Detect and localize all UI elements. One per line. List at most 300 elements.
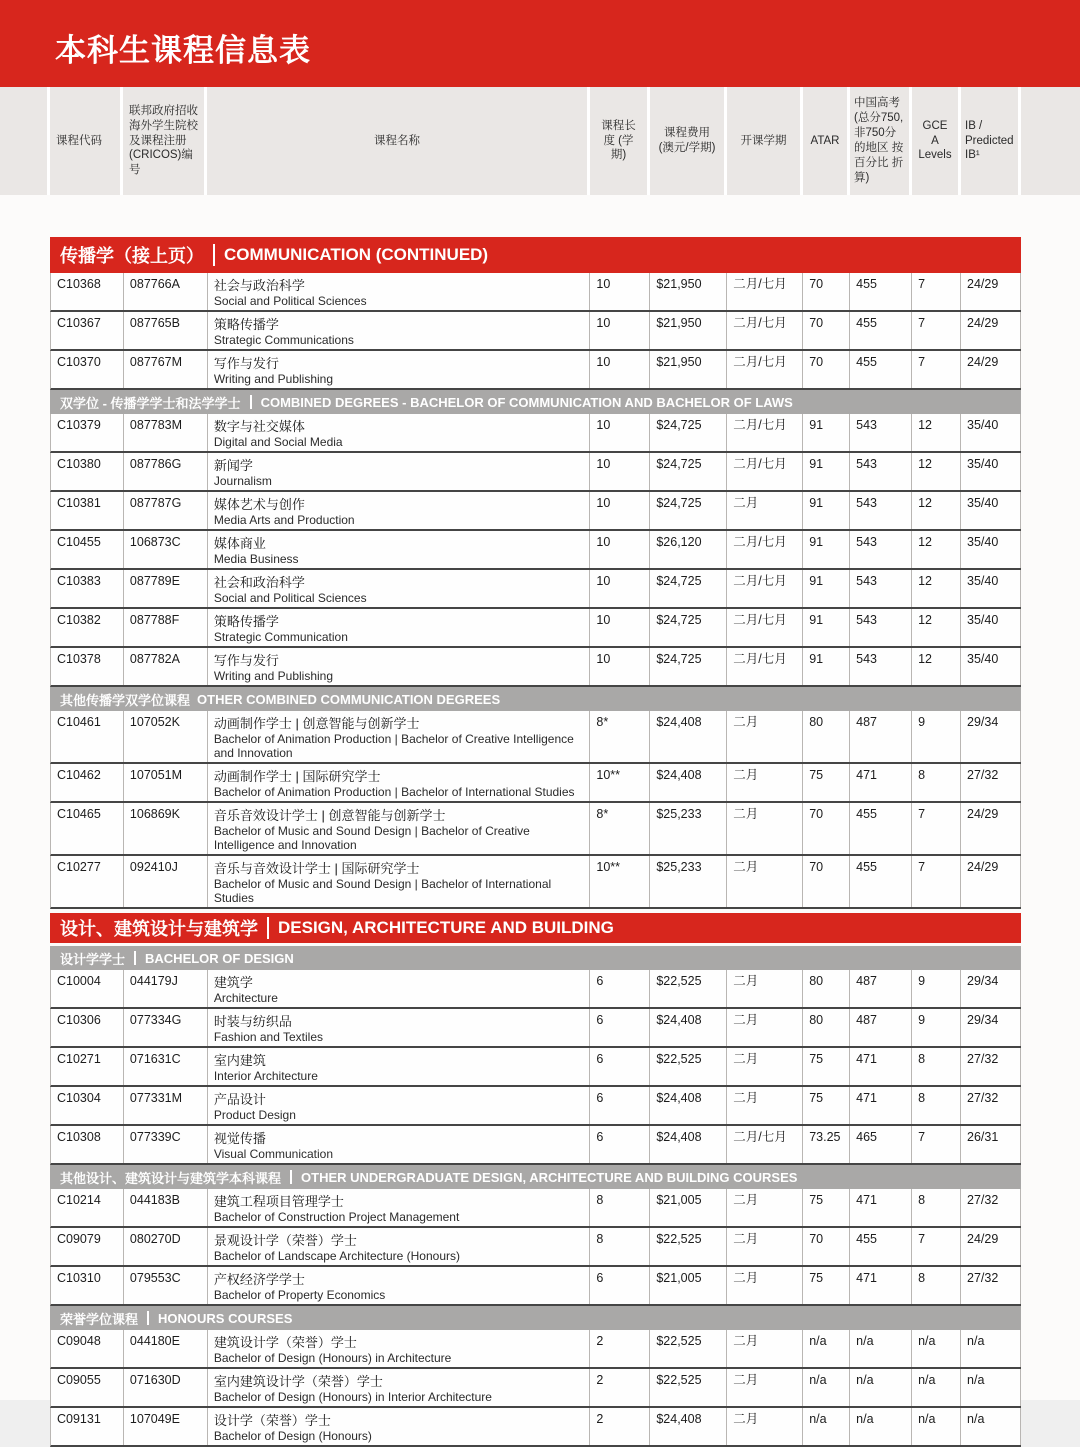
cell-name — [208, 351, 591, 388]
table-row — [50, 1126, 1021, 1165]
header-cell-gce-a-levels: GCE A Levels — [912, 87, 961, 195]
cell-cricos: 071630D — [124, 1369, 208, 1406]
cell-intake: 二月 — [727, 970, 803, 1007]
cell-length: 10 — [590, 570, 650, 607]
cell-atar: 70 — [803, 803, 850, 854]
cell-intake: 二月 — [727, 711, 803, 762]
cell-ib: 24/29 — [961, 312, 1021, 349]
course-name-en: Visual Communication — [213, 1147, 334, 1161]
cell-cricos: 077339C — [124, 1126, 208, 1163]
course-name-en: Bachelor of Property Economics — [213, 1288, 386, 1302]
cell-length: 10 — [590, 414, 650, 451]
course-name-en: Social and Political Sciences — [213, 591, 367, 605]
cell-intake: 二月 — [727, 1189, 803, 1226]
course-name-en: Interior Architecture — [213, 1069, 318, 1083]
cell-intake: 二月/七月 — [727, 1126, 803, 1163]
cell-name — [208, 453, 591, 490]
cell-gce: 8 — [912, 764, 961, 801]
cell-ib: 29/34 — [961, 711, 1021, 762]
cell-gaokao: 471 — [850, 764, 912, 801]
section-title-en: DESIGN, ARCHITECTURE AND BUILDING — [278, 918, 614, 937]
course-name-zh: 动画制作学士 | 国际研究学士 — [213, 769, 381, 784]
course-name-en: Bachelor of Design (Honours) — [213, 1429, 372, 1443]
cell-intake: 二月 — [727, 856, 803, 907]
cell-atar: n/a — [803, 1408, 850, 1445]
course-name-en: Bachelor of Design (Honours) in Interior Architecture — [213, 1390, 492, 1404]
cell-gce: 8 — [912, 1189, 961, 1226]
section-title-en: OTHER COMBINED COMMUNICATION DEGREES — [197, 691, 501, 707]
cell-gce: 7 — [912, 856, 961, 907]
cell-fee: $26,120 — [650, 531, 727, 568]
table-row — [50, 1009, 1021, 1048]
cell-length: 10 — [590, 609, 650, 646]
section-divider — [134, 951, 136, 965]
course-name-en: Bachelor of Landscape Architecture (Honours) — [213, 1249, 460, 1263]
cell-length: 10 — [590, 531, 650, 568]
cell-length: 8 — [590, 1189, 650, 1226]
cell-atar: 70 — [803, 856, 850, 907]
cell-code: C10368 — [51, 273, 124, 310]
cell-gce: 12 — [912, 531, 961, 568]
cell-name — [208, 803, 591, 854]
cell-length: 8 — [590, 1228, 650, 1265]
header-cell-course-length: 课程长度 (学期) — [590, 87, 650, 195]
section-header — [50, 237, 1021, 273]
course-name-en: Bachelor of Design (Honours) in Architecture — [213, 1351, 452, 1365]
cell-code: C10367 — [51, 312, 124, 349]
cell-name — [208, 609, 591, 646]
table-row — [50, 453, 1021, 492]
cell-length: 2 — [590, 1330, 650, 1367]
header-cell-atar: ATAR — [803, 87, 850, 195]
cell-code: C10304 — [51, 1087, 124, 1124]
cell-fee: $22,525 — [650, 1228, 727, 1265]
cell-gaokao: 543 — [850, 609, 912, 646]
cell-atar: 70 — [803, 351, 850, 388]
cell-cricos: 092410J — [124, 856, 208, 907]
cell-gaokao: 471 — [850, 1048, 912, 1085]
cell-length: 6 — [590, 1267, 650, 1304]
cell-gce: 12 — [912, 414, 961, 451]
section-title-en: OTHER UNDERGRADUATE DESIGN, ARCHITECTURE AND BUILDING COURSES — [301, 1169, 798, 1185]
cell-fee: $22,525 — [650, 1048, 727, 1085]
section-title-zh: 双学位 - 传播学学士和法学学士 — [60, 395, 241, 411]
cell-name — [208, 1369, 591, 1406]
course-name-zh: 时装与纺织品 — [213, 1014, 292, 1029]
cell-cricos: 087766A — [124, 273, 208, 310]
cell-gce: 12 — [912, 648, 961, 685]
cell-atar: 91 — [803, 492, 850, 529]
cell-atar: 75 — [803, 764, 850, 801]
cell-length: 10 — [590, 312, 650, 349]
cell-name — [208, 273, 591, 310]
section-title-zh: 其他传播学双学位课程 — [60, 692, 191, 708]
cell-name — [208, 492, 591, 529]
cell-intake: 二月/七月 — [727, 531, 803, 568]
cell-ib: 24/29 — [961, 351, 1021, 388]
course-name-zh: 媒体商业 — [213, 536, 266, 551]
cell-fee: $24,725 — [650, 453, 727, 490]
cell-length: 8* — [590, 803, 650, 854]
cell-length: 6 — [590, 970, 650, 1007]
course-name-zh: 景观设计学（荣誉）学士 — [213, 1233, 357, 1248]
section-title-zh: 传播学（接上页） — [60, 246, 204, 266]
cell-intake: 二月 — [727, 1267, 803, 1304]
cell-intake: 二月 — [727, 1228, 803, 1265]
cell-fee: $22,525 — [650, 970, 727, 1007]
course-name-zh: 建筑工程项目管理学士 — [213, 1194, 344, 1209]
cell-code: C09048 — [51, 1330, 124, 1367]
cell-gaokao: 455 — [850, 312, 912, 349]
table-row — [50, 414, 1021, 453]
cell-gce: n/a — [912, 1330, 961, 1367]
section-title-en: COMMUNICATION (CONTINUED) — [224, 245, 489, 264]
cell-length: 10 — [590, 453, 650, 490]
section-header — [50, 1165, 1021, 1189]
cell-cricos: 079553C — [124, 1267, 208, 1304]
course-name-en: Digital and Social Media — [213, 435, 343, 449]
table-row — [50, 1330, 1021, 1369]
cell-atar: 70 — [803, 1228, 850, 1265]
cell-gce: 7 — [912, 1126, 961, 1163]
cell-ib: 35/40 — [961, 531, 1021, 568]
course-name-zh: 媒体艺术与创作 — [213, 497, 305, 512]
cell-gce: 8 — [912, 1267, 961, 1304]
cell-atar: 70 — [803, 312, 850, 349]
cell-gaokao: 471 — [850, 1189, 912, 1226]
cell-fee: $25,233 — [650, 856, 727, 907]
cell-gaokao: 543 — [850, 492, 912, 529]
cell-cricos: 087782A — [124, 648, 208, 685]
course-name-zh: 动画制作学士 | 创意智能与创新学士 — [213, 716, 420, 731]
cell-ib: 35/40 — [961, 570, 1021, 607]
course-name-en: Bachelor of Music and Sound Design | Bachelor of Creative Intelligence and Innovation — [213, 824, 530, 852]
cell-code: C10378 — [51, 648, 124, 685]
course-name-zh: 策略传播学 — [213, 614, 279, 629]
cell-fee: $24,725 — [650, 492, 727, 529]
course-name-zh: 视觉传播 — [213, 1131, 266, 1146]
cell-code: C10277 — [51, 856, 124, 907]
cell-atar: 80 — [803, 1009, 850, 1046]
table-row — [50, 711, 1021, 764]
cell-atar: 80 — [803, 711, 850, 762]
section-title-zh: 荣誉学位课程 — [60, 1311, 139, 1327]
course-name-zh: 音乐与音效设计学士 | 国际研究学士 — [213, 861, 420, 876]
cell-gaokao: 455 — [850, 803, 912, 854]
cell-gaokao: 543 — [850, 570, 912, 607]
course-name-en: Fashion and Textiles — [213, 1030, 324, 1044]
cell-ib: 26/31 — [961, 1126, 1021, 1163]
table-row — [50, 1048, 1021, 1087]
cell-intake: 二月/七月 — [727, 453, 803, 490]
cell-ib: n/a — [961, 1369, 1021, 1406]
course-name-en: Media Business — [213, 552, 299, 566]
cell-atar: 70 — [803, 273, 850, 310]
cell-gaokao: 455 — [850, 273, 912, 310]
cell-code: C10004 — [51, 970, 124, 1007]
course-name-en: Bachelor of Animation Production | Bachelor of Creative Intelligence and Innovation — [213, 732, 574, 760]
section-divider — [250, 395, 252, 409]
cell-name — [208, 1228, 591, 1265]
cell-fee: $21,005 — [650, 1267, 727, 1304]
cell-code: C10383 — [51, 570, 124, 607]
cell-name — [208, 764, 591, 801]
cell-cricos: 087767M — [124, 351, 208, 388]
table-row — [50, 609, 1021, 648]
cell-name — [208, 1087, 591, 1124]
cell-gaokao: n/a — [850, 1369, 912, 1406]
cell-gce: n/a — [912, 1408, 961, 1445]
course-name-zh: 音乐音效设计学士 | 创意智能与创新学士 — [213, 808, 446, 823]
course-name-zh: 室内建筑设计学（荣誉）学士 — [213, 1374, 383, 1389]
course-name-zh: 写作与发行 — [213, 356, 279, 371]
cell-gaokao: 465 — [850, 1126, 912, 1163]
header-cell-intake: 开课学期 — [727, 87, 803, 195]
table-row — [50, 1087, 1021, 1126]
cell-fee: $21,950 — [650, 273, 727, 310]
cell-ib: 24/29 — [961, 856, 1021, 907]
cell-intake: 二月 — [727, 1048, 803, 1085]
course-name-en: Architecture — [213, 991, 278, 1005]
table-row — [50, 492, 1021, 531]
cell-name — [208, 1048, 591, 1085]
page-header — [0, 0, 1080, 87]
cell-cricos: 107051M — [124, 764, 208, 801]
table-row — [50, 1408, 1021, 1447]
cell-name — [208, 648, 591, 685]
header-cell-course-code: 课程代码 — [50, 87, 123, 195]
cell-intake: 二月 — [727, 764, 803, 801]
cell-gce: 7 — [912, 351, 961, 388]
section-header — [50, 1306, 1021, 1330]
cell-code: C09079 — [51, 1228, 124, 1265]
table-row — [50, 764, 1021, 803]
course-name-zh: 建筑设计学（荣誉）学士 — [213, 1335, 357, 1350]
course-name-en: Media Arts and Production — [213, 513, 355, 527]
cell-atar: 91 — [803, 609, 850, 646]
cell-length: 10 — [590, 273, 650, 310]
cell-length: 2 — [590, 1408, 650, 1445]
table-row — [50, 1228, 1021, 1267]
cell-name — [208, 1009, 591, 1046]
cell-ib: 27/32 — [961, 1048, 1021, 1085]
course-name-en: Bachelor of Construction Project Management — [213, 1210, 460, 1224]
cell-atar: 75 — [803, 1087, 850, 1124]
cell-name — [208, 711, 591, 762]
cell-code: C10462 — [51, 764, 124, 801]
cell-gce: 9 — [912, 970, 961, 1007]
cell-code: C10380 — [51, 453, 124, 490]
cell-name — [208, 1189, 591, 1226]
cell-intake: 二月/七月 — [727, 351, 803, 388]
cell-gce: 12 — [912, 492, 961, 529]
cell-fee: $21,950 — [650, 312, 727, 349]
cell-cricos: 087787G — [124, 492, 208, 529]
cell-atar: 91 — [803, 570, 850, 607]
section-divider — [147, 1311, 149, 1325]
cell-atar: 75 — [803, 1189, 850, 1226]
cell-gaokao: 543 — [850, 531, 912, 568]
cell-intake: 二月 — [727, 1009, 803, 1046]
cell-code: C10379 — [51, 414, 124, 451]
cell-intake: 二月/七月 — [727, 609, 803, 646]
table-row — [50, 273, 1021, 312]
cell-ib: 24/29 — [961, 1228, 1021, 1265]
cell-intake: 二月 — [727, 1369, 803, 1406]
cell-gce: n/a — [912, 1369, 961, 1406]
cell-cricos: 077331M — [124, 1087, 208, 1124]
cell-name — [208, 1408, 591, 1445]
table-row — [50, 970, 1021, 1009]
table-body — [50, 237, 1021, 1447]
cell-fee: $24,725 — [650, 648, 727, 685]
header-cell-cropped-right — [1021, 87, 1080, 195]
cell-code: C10370 — [51, 351, 124, 388]
section-header — [50, 946, 1021, 970]
cell-code: C10382 — [51, 609, 124, 646]
cell-intake: 二月 — [727, 803, 803, 854]
cell-name — [208, 1267, 591, 1304]
cell-cricos: 044180E — [124, 1330, 208, 1367]
cell-fee: $21,950 — [650, 351, 727, 388]
course-name-en: Journalism — [213, 474, 272, 488]
cell-code: C10465 — [51, 803, 124, 854]
section-divider — [213, 244, 215, 266]
header-cell-course-name: 课程名称 — [207, 87, 590, 195]
section-title-zh: 设计、建筑设计与建筑学 — [60, 919, 258, 939]
cell-name — [208, 570, 591, 607]
cell-fee: $24,408 — [650, 1009, 727, 1046]
cell-atar: 91 — [803, 414, 850, 451]
cell-gaokao: 487 — [850, 970, 912, 1007]
cell-gce: 8 — [912, 1087, 961, 1124]
cell-gaokao: 487 — [850, 1009, 912, 1046]
cell-ib: 24/29 — [961, 803, 1021, 854]
cell-fee: $22,525 — [650, 1369, 727, 1406]
table-header-row — [0, 87, 1080, 195]
header-cell-ib: IB / Predicted IB¹ — [961, 87, 1021, 195]
cell-name — [208, 414, 591, 451]
cell-cricos: 087765B — [124, 312, 208, 349]
cell-fee: $24,408 — [650, 764, 727, 801]
cell-fee: $24,408 — [650, 1087, 727, 1124]
cell-atar: n/a — [803, 1330, 850, 1367]
cell-gaokao: n/a — [850, 1408, 912, 1445]
page-title: 本科生课程信息表 — [55, 33, 311, 68]
table-row — [50, 803, 1021, 856]
course-name-zh: 新闻学 — [213, 458, 253, 473]
cell-fee: $24,725 — [650, 414, 727, 451]
cell-gce: 7 — [912, 803, 961, 854]
cell-atar: 80 — [803, 970, 850, 1007]
cell-ib: n/a — [961, 1408, 1021, 1445]
cell-atar: 75 — [803, 1048, 850, 1085]
header-cell-gaokao: 中国高考 (总分750, 非750分 的地区 按百分比 折算) — [850, 87, 912, 195]
header-cell-cricos: 联邦政府招收海外学生院校及课程注册 (CRICOS)编号 — [123, 87, 207, 195]
cell-length: 6 — [590, 1048, 650, 1085]
cell-code: C10308 — [51, 1126, 124, 1163]
cell-fee: $25,233 — [650, 803, 727, 854]
cell-ib: 27/32 — [961, 1087, 1021, 1124]
cell-ib: 29/34 — [961, 970, 1021, 1007]
course-name-zh: 室内建筑 — [213, 1053, 266, 1068]
cell-gce: 8 — [912, 1048, 961, 1085]
section-divider — [290, 1170, 292, 1184]
header-cell-course-fee: 课程费用 (澳元/学期) — [650, 87, 727, 195]
section-header — [50, 390, 1021, 414]
cell-ib: 24/29 — [961, 273, 1021, 310]
cell-gaokao: n/a — [850, 1330, 912, 1367]
cell-code: C10306 — [51, 1009, 124, 1046]
cell-cricos: 087788F — [124, 609, 208, 646]
cell-ib: 27/32 — [961, 764, 1021, 801]
cell-code: C10455 — [51, 531, 124, 568]
cell-gce: 12 — [912, 609, 961, 646]
section-title-en: HONOURS COURSES — [158, 1310, 293, 1326]
cell-code: C10381 — [51, 492, 124, 529]
cell-length: 10 — [590, 648, 650, 685]
cell-code: C10271 — [51, 1048, 124, 1085]
table-row — [50, 570, 1021, 609]
cell-gaokao: 455 — [850, 1228, 912, 1265]
cell-ib: 35/40 — [961, 648, 1021, 685]
cell-atar: 73.25 — [803, 1126, 850, 1163]
cell-intake: 二月/七月 — [727, 273, 803, 310]
course-name-en: Writing and Publishing — [213, 669, 334, 683]
cell-atar: 91 — [803, 531, 850, 568]
cell-length: 2 — [590, 1369, 650, 1406]
cell-length: 6 — [590, 1087, 650, 1124]
cell-gce: 7 — [912, 1228, 961, 1265]
cell-atar: 91 — [803, 453, 850, 490]
cell-ib: 35/40 — [961, 609, 1021, 646]
course-name-en: Bachelor of Animation Production | Bachelor of International Studies — [213, 785, 575, 799]
cell-intake: 二月/七月 — [727, 312, 803, 349]
section-divider — [267, 917, 269, 939]
cell-fee: $22,525 — [650, 1330, 727, 1367]
cell-length: 6 — [590, 1126, 650, 1163]
cell-name — [208, 970, 591, 1007]
cell-gaokao: 543 — [850, 453, 912, 490]
cell-fee: $24,408 — [650, 711, 727, 762]
cell-gce: 12 — [912, 453, 961, 490]
cell-code: C10461 — [51, 711, 124, 762]
cell-length: 10 — [590, 351, 650, 388]
course-name-zh: 写作与发行 — [213, 653, 279, 668]
cell-cricos: 080270D — [124, 1228, 208, 1265]
cell-cricos: 044179J — [124, 970, 208, 1007]
table-row — [50, 1189, 1021, 1228]
cell-ib: 27/32 — [961, 1267, 1021, 1304]
cell-cricos: 106869K — [124, 803, 208, 854]
cell-cricos: 044183B — [124, 1189, 208, 1226]
cell-gce: 12 — [912, 570, 961, 607]
cell-cricos: 071631C — [124, 1048, 208, 1085]
cell-atar: 75 — [803, 1267, 850, 1304]
course-name-zh: 设计学（荣誉）学士 — [213, 1413, 331, 1428]
cell-cricos: 106873C — [124, 531, 208, 568]
cell-length: 10** — [590, 764, 650, 801]
cell-name — [208, 1126, 591, 1163]
course-name-zh: 策略传播学 — [213, 317, 279, 332]
cell-name — [208, 531, 591, 568]
course-name-en: Strategic Communication — [213, 630, 348, 644]
course-name-zh: 产权经济学学士 — [213, 1272, 305, 1287]
cell-length: 6 — [590, 1009, 650, 1046]
cell-gaokao: 543 — [850, 414, 912, 451]
cell-code: C09131 — [51, 1408, 124, 1445]
section-header — [50, 913, 1021, 943]
